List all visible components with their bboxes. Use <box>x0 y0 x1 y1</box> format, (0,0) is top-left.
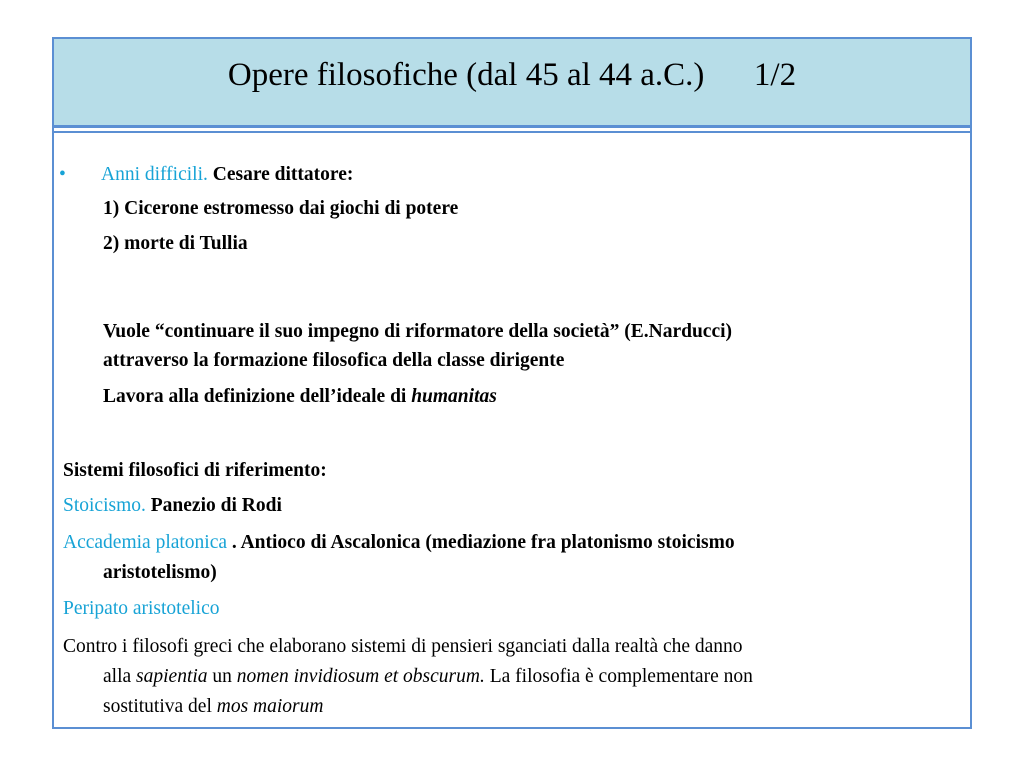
stoicism-label: Stoicismo. <box>63 495 146 516</box>
academy-line-2: aristotelismo) <box>103 562 217 583</box>
paragraph-1-line-1: Vuole “continuare il suo impegno di riformatore della società” (E.Narducci) <box>103 321 733 342</box>
sub-item-1: 1) Cicerone estromesso dai giochi di potere <box>103 198 459 219</box>
closing-line-1: Contro i filosofi greci che elaborano sistemi di pensieri sganciati dalla realtà che danno <box>63 636 743 657</box>
closing-line-3-mos-maiorum: mos maiorum <box>216 696 324 717</box>
bullet-line <box>61 158 353 192</box>
closing-line-3-a: sostitutiva del <box>103 696 217 717</box>
academy-line-1 <box>63 526 735 560</box>
title-band <box>54 39 970 125</box>
closing-line-2-c: un <box>207 666 237 687</box>
stoicism-line <box>63 489 282 523</box>
closing-line-2-e: La filosofia è complementare non <box>484 666 753 687</box>
title-separator-bottom <box>54 131 970 133</box>
paragraph-2-italic: humanitas <box>411 386 497 407</box>
peripato-label: Peripato aristotelico <box>63 598 220 619</box>
closing-line-2 <box>103 660 753 694</box>
paragraph-2 <box>103 380 497 414</box>
sub-item-2: 2) morte di Tullia <box>103 233 248 254</box>
closing-line-2-sapientia: sapientia <box>136 666 208 687</box>
bullet-label-accent: Anni difficili. <box>101 164 208 185</box>
bullet-label-rest: Cesare dittatore: <box>207 164 354 185</box>
academy-label: Accademia platonica <box>63 532 228 553</box>
bullet-dot-icon: • <box>59 164 66 185</box>
title-separator-top <box>54 125 970 128</box>
closing-line-3 <box>103 690 323 724</box>
closing-line-2-nomen: nomen invidiosum et obscurum. <box>236 666 485 687</box>
slide-title: Opere filosofiche (dal 45 al 44 a.C.) 1/2 <box>227 57 797 93</box>
academy-text: . Antioco di Ascalonica (mediazione fra platonismo stoicismo <box>227 532 735 553</box>
paragraph-1-line-2: attraverso la formazione filosofica della classe dirigente <box>103 350 565 371</box>
closing-line-2-a: alla <box>103 666 137 687</box>
paragraph-2-text: Lavora alla definizione dell’ideale di <box>103 386 412 407</box>
systems-heading: Sistemi filosofici di riferimento: <box>63 460 327 481</box>
stoicism-text: Panezio di Rodi <box>145 495 282 516</box>
